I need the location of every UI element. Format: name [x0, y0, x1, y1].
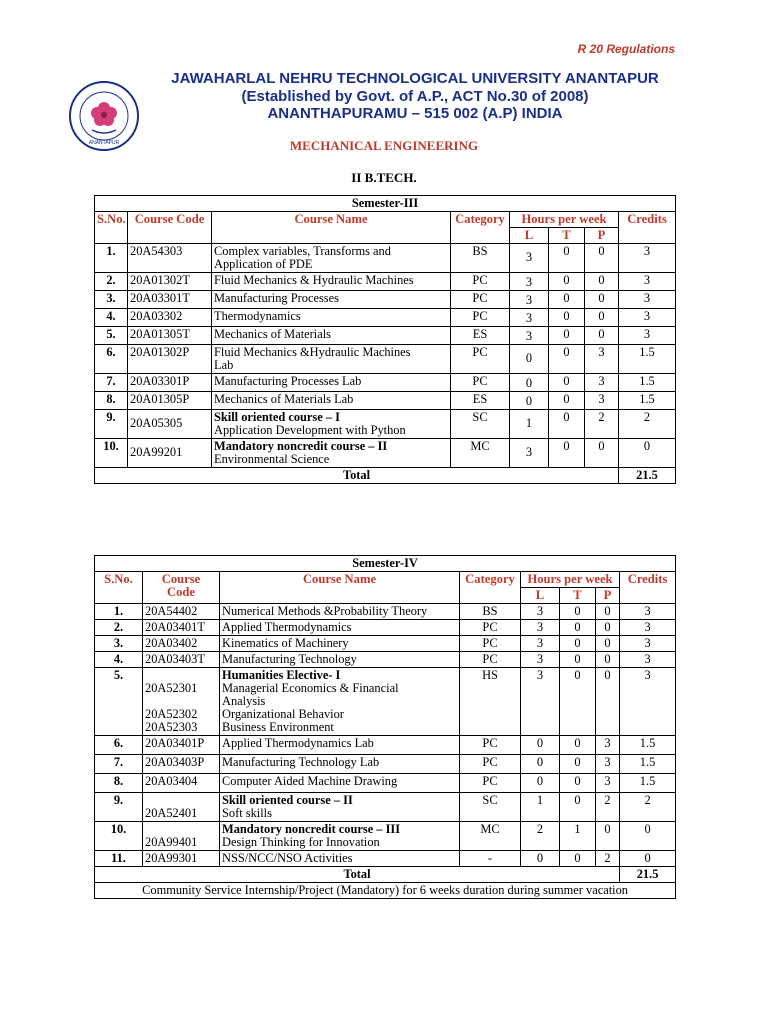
row-hours-l-value: 3: [525, 311, 533, 325]
row-hours-l: 0: [521, 774, 560, 793]
row-sno: 4.: [95, 309, 128, 327]
row-hours-p: 2: [596, 793, 620, 822]
row-course-code: [128, 244, 212, 273]
row-hours-p: 3: [596, 755, 620, 774]
row-course-name: [220, 652, 460, 668]
row-course-name: [212, 244, 451, 273]
col-p: P: [585, 228, 619, 244]
row-credits: 2: [619, 410, 676, 439]
elective-code: 20A52302: [145, 707, 198, 721]
row-course-name-line: Thermodynamics: [214, 309, 301, 323]
row-course-name-line: Soft skills: [222, 806, 272, 820]
row-hours-l-value: 3: [525, 445, 533, 459]
row-course-name-line: Manufacturing Technology Lab: [222, 755, 380, 769]
row-course-name: [220, 604, 460, 620]
row-course-code: [143, 774, 220, 793]
row-course-name: [212, 392, 451, 410]
row-course-name: [220, 668, 460, 736]
row-course-name-line: Fluid Mechanics &Hydraulic Machines: [214, 345, 411, 359]
university-establishment: (Established by Govt. of A.P., ACT No.30 of 2008): [241, 87, 589, 105]
row-hours-t: 0: [549, 439, 585, 468]
row-course-name-line: Design Thinking for Innovation: [222, 835, 380, 849]
row-course-code: [143, 636, 220, 652]
row-course-name-line: Manufacturing Technology: [222, 652, 357, 666]
row-credits: 1.5: [620, 736, 676, 755]
row-course-name: [212, 410, 451, 439]
semester-4-table: [94, 555, 676, 899]
university-heading: [140, 70, 690, 123]
row-category: PC: [460, 755, 521, 774]
row-hours-t: 0: [560, 755, 596, 774]
row-sno: 10.: [95, 822, 143, 851]
row-hours-l: 2: [521, 822, 560, 851]
row-course-code: [143, 851, 220, 867]
row-hours-p: 0: [585, 291, 619, 309]
row-course-name-line: Applied Thermodynamics Lab: [222, 736, 374, 750]
table-row: [95, 374, 676, 392]
row-credits: 1.5: [619, 374, 676, 392]
table-row: [95, 636, 676, 652]
row-category: ES: [451, 392, 510, 410]
row-course-code: [143, 736, 220, 755]
row-course-name: [212, 439, 451, 468]
elective-code: 20A52303: [145, 720, 198, 734]
row-sno: 7.: [95, 755, 143, 774]
program-title: II B.TECH.: [351, 170, 417, 185]
row-category: PC: [451, 291, 510, 309]
table-row: [95, 410, 676, 439]
semester-4-note-row: [95, 883, 676, 899]
row-course-name-line: Environmental Science: [214, 452, 330, 466]
row-sno: 5.: [95, 668, 143, 736]
row-credits: 3: [620, 636, 676, 652]
row-course-name-line: Application of PDE: [214, 257, 313, 271]
row-course-name: [220, 636, 460, 652]
row-course-name-line: Lab: [214, 358, 234, 372]
table-row: [95, 793, 676, 822]
row-hours-l: 3: [521, 652, 560, 668]
row-hours-l: 0: [521, 736, 560, 755]
table-row: [95, 327, 676, 345]
department-title: MECHANICAL ENGINEERING: [289, 138, 479, 153]
row-hours-t: 0: [549, 410, 585, 439]
row-hours-l: [510, 327, 549, 345]
row-course-name: [220, 755, 460, 774]
row-course-code-text: 20A03302: [130, 309, 183, 323]
row-course-group-title: Skill oriented course – II: [222, 793, 353, 807]
university-address: ANANTHAPURAMU – 515 002 (A.P) INDIA: [267, 105, 563, 122]
row-course-code-text: 20A01302P: [130, 345, 190, 359]
table-row: [95, 309, 676, 327]
row-category: PC: [451, 273, 510, 291]
row-category: BS: [451, 244, 510, 273]
table-row: [95, 668, 676, 736]
row-course-code-text: 20A01302T: [130, 273, 190, 287]
row-course-code-text: 20A03403P: [145, 755, 205, 769]
row-course-code: [143, 620, 220, 636]
row-hours-p: 0: [585, 273, 619, 291]
semester-3-table: [94, 195, 676, 484]
row-course-name-line: Complex variables, Transforms and: [214, 244, 391, 258]
row-course-name-line: Manufacturing Processes Lab: [214, 374, 362, 388]
row-hours-l: 3: [521, 620, 560, 636]
row-course-name: [220, 822, 460, 851]
row-hours-l: 0: [521, 755, 560, 774]
row-hours-t: 0: [560, 851, 596, 867]
row-course-name-line: Fluid Mechanics & Hydraulic Machines: [214, 273, 414, 287]
row-category: SC: [460, 793, 521, 822]
col-credits: Credits: [619, 212, 676, 244]
row-category: PC: [460, 736, 521, 755]
table-row: [95, 652, 676, 668]
row-course-name: [212, 374, 451, 392]
semester-3-total-credits: 21.5: [619, 468, 676, 484]
table-row: [95, 774, 676, 793]
table-row: [95, 392, 676, 410]
row-credits: 3: [620, 652, 676, 668]
row-course-name: [220, 851, 460, 867]
row-credits: 3: [619, 309, 676, 327]
row-hours-p: 0: [596, 620, 620, 636]
row-hours-l: 3: [521, 604, 560, 620]
row-hours-l: [510, 439, 549, 468]
row-course-name: [212, 273, 451, 291]
table-row: [95, 273, 676, 291]
row-hours-t: 0: [549, 327, 585, 345]
row-hours-t: 0: [549, 309, 585, 327]
row-hours-t: 0: [549, 374, 585, 392]
row-course-code: [128, 439, 212, 468]
row-category: -: [460, 851, 521, 867]
row-hours-p: 0: [596, 822, 620, 851]
row-course-code-text: 20A03301P: [130, 374, 190, 388]
semester-4-rows: [95, 604, 676, 867]
row-category: PC: [460, 774, 521, 793]
table-row: [95, 620, 676, 636]
row-hours-t: 0: [560, 652, 596, 668]
row-course-name: [220, 793, 460, 822]
row-course-group-title: Skill oriented course – I: [214, 410, 340, 424]
col-course-name: Course Name: [220, 572, 460, 604]
row-hours-t: 0: [549, 273, 585, 291]
row-hours-t: 0: [560, 774, 596, 793]
row-hours-l: [510, 374, 549, 392]
row-course-name: [212, 291, 451, 309]
row-sno: 8.: [95, 774, 143, 793]
row-sno: 7.: [95, 374, 128, 392]
row-course-group-title: Mandatory noncredit course – III: [222, 822, 401, 836]
row-hours-t: 0: [549, 291, 585, 309]
row-course-code-text: 20A03403T: [145, 652, 205, 666]
row-sno: 2.: [95, 620, 143, 636]
row-credits: 3: [620, 668, 676, 736]
row-hours-p: 0: [596, 604, 620, 620]
row-category: MC: [460, 822, 521, 851]
row-course-code-text: 20A03401P: [145, 736, 205, 750]
row-sno: 9.: [95, 410, 128, 439]
row-hours-l: [510, 244, 549, 273]
row-hours-l-value: 1: [525, 416, 533, 430]
row-course-code: [143, 604, 220, 620]
row-hours-l: 1: [521, 793, 560, 822]
row-course-name-line: Numerical Methods &Probability Theory: [222, 604, 428, 618]
col-l: L: [521, 588, 560, 604]
row-course-name: [212, 345, 451, 374]
row-credits: 3: [619, 273, 676, 291]
row-hours-p: 0: [596, 636, 620, 652]
row-sno: 3.: [95, 291, 128, 309]
col-sno: S.No.: [95, 212, 128, 244]
table-row: [95, 345, 676, 374]
col-course-code: Course Code: [128, 212, 212, 244]
row-hours-t: 0: [560, 736, 596, 755]
row-hours-p: 3: [596, 736, 620, 755]
row-hours-t: 0: [560, 668, 596, 736]
svg-text:ANANTAPUR: ANANTAPUR: [88, 140, 120, 146]
row-hours-p: 3: [585, 374, 619, 392]
row-credits: 1.5: [620, 774, 676, 793]
row-course-code-text: 20A54402: [145, 604, 198, 618]
col-l: L: [510, 228, 549, 244]
row-category: PC: [451, 374, 510, 392]
row-credits: 1.5: [619, 392, 676, 410]
row-credits: 0: [619, 439, 676, 468]
row-hours-p: 0: [585, 327, 619, 345]
row-hours-l-value: 0: [525, 394, 533, 408]
semester-4-total-credits: 21.5: [620, 867, 676, 883]
col-course-code-line-1: Course: [161, 572, 201, 586]
row-course-name-line: Mechanics of Materials Lab: [214, 392, 354, 406]
row-hours-l: 3: [521, 636, 560, 652]
elective-name-line: Organizational Behavior: [222, 707, 344, 721]
row-course-name-line: Applied Thermodynamics: [222, 620, 352, 634]
row-sno: 3.: [95, 636, 143, 652]
col-course-code-line-2: Code: [167, 585, 195, 599]
row-course-code-text: 20A54303: [130, 244, 183, 258]
row-sno: 6.: [95, 736, 143, 755]
semester-3-total-label: Total: [95, 468, 619, 484]
row-category: SC: [451, 410, 510, 439]
col-course-code: [143, 572, 220, 604]
row-course-name-line: Mechanics of Materials: [214, 327, 331, 341]
row-hours-l: [510, 309, 549, 327]
elective-name-line: Managerial Economics & Financial: [222, 681, 399, 695]
col-course-name: Course Name: [212, 212, 451, 244]
row-category: PC: [460, 636, 521, 652]
regulation-label: R 20 Regulations: [577, 42, 675, 56]
row-sno: 4.: [95, 652, 143, 668]
semester-3-title: Semester-III: [95, 196, 676, 212]
row-hours-t: 0: [560, 793, 596, 822]
semester-3-rows: [95, 244, 676, 468]
row-hours-t: 0: [560, 636, 596, 652]
row-hours-l: [510, 291, 549, 309]
row-course-name: [220, 620, 460, 636]
row-hours-t: 0: [549, 345, 585, 374]
internship-note: Community Service Internship/Project (Mandatory) for 6 weeks duration during summer vacation: [95, 883, 676, 899]
row-hours-l-value: 0: [525, 351, 533, 365]
row-course-name-line: Computer Aided Machine Drawing: [222, 774, 398, 788]
elective-code: 20A52301: [145, 681, 198, 695]
col-t: T: [560, 588, 596, 604]
row-course-name: [220, 774, 460, 793]
row-hours-p: 2: [596, 851, 620, 867]
row-sno: 11.: [95, 851, 143, 867]
row-course-name: [220, 736, 460, 755]
row-category: PC: [460, 652, 521, 668]
row-category: BS: [460, 604, 521, 620]
row-hours-l: [510, 345, 549, 374]
row-course-code: [128, 309, 212, 327]
row-course-code: [143, 652, 220, 668]
row-course-code-text: 20A01305T: [130, 327, 190, 341]
table-row: [95, 822, 676, 851]
row-sno: 1.: [95, 604, 143, 620]
row-hours-l-value: 0: [525, 376, 533, 390]
row-category: PC: [460, 620, 521, 636]
row-course-code-text: 20A01305P: [130, 392, 190, 406]
row-course-name-line: Manufacturing Processes: [214, 291, 339, 305]
row-hours-t: 0: [560, 604, 596, 620]
row-course-code: [128, 392, 212, 410]
semester-4-title: Semester-IV: [95, 556, 676, 572]
row-category: PC: [451, 345, 510, 374]
row-course-code-text: 20A05305: [130, 416, 183, 430]
row-hours-p: 3: [585, 345, 619, 374]
row-hours-l-value: 3: [525, 250, 533, 264]
row-hours-p: 0: [596, 668, 620, 736]
row-sno: 6.: [95, 345, 128, 374]
table-row: [95, 755, 676, 774]
row-hours-l: 0: [521, 851, 560, 867]
row-credits: 0: [620, 822, 676, 851]
row-course-code: [128, 345, 212, 374]
row-sno: 1.: [95, 244, 128, 273]
row-sno: 8.: [95, 392, 128, 410]
row-course-code-text: 20A99301: [145, 851, 198, 865]
row-category: HS: [460, 668, 521, 736]
row-course-name-line: Application Development with Python: [214, 423, 406, 437]
row-course-code: [128, 374, 212, 392]
row-hours-p: 2: [585, 410, 619, 439]
row-category: ES: [451, 327, 510, 345]
col-hours-per-week: Hours per week: [521, 572, 620, 588]
row-credits: 3: [619, 244, 676, 273]
row-course-code: [143, 668, 220, 736]
row-hours-p: 3: [585, 392, 619, 410]
row-hours-t: 0: [549, 244, 585, 273]
row-course-code: [143, 793, 220, 822]
row-course-name-line: Kinematics of Machinery: [222, 636, 349, 650]
row-sno: 5.: [95, 327, 128, 345]
row-hours-t: 0: [560, 620, 596, 636]
table-row: [95, 736, 676, 755]
row-course-code: [143, 755, 220, 774]
row-hours-l-value: 3: [525, 275, 533, 289]
row-hours-l: [510, 392, 549, 410]
row-sno: 9.: [95, 793, 143, 822]
row-hours-l-value: 3: [525, 293, 533, 307]
row-course-code-text: 20A99401: [145, 835, 198, 849]
col-hours-per-week: Hours per week: [510, 212, 619, 228]
row-course-code: [143, 822, 220, 851]
row-hours-l: [510, 410, 549, 439]
semester-3-total-row: [95, 468, 676, 484]
row-credits: 3: [620, 620, 676, 636]
col-t: T: [549, 228, 585, 244]
row-hours-p: 0: [585, 244, 619, 273]
row-credits: 2: [620, 793, 676, 822]
row-course-code-text: 20A03404: [145, 774, 198, 788]
row-course-name: [212, 327, 451, 345]
table-row: [95, 851, 676, 867]
row-credits: 3: [619, 291, 676, 309]
col-credits: Credits: [620, 572, 676, 604]
row-category: PC: [451, 309, 510, 327]
row-hours-p: 3: [596, 774, 620, 793]
row-course-code-text: 20A03401T: [145, 620, 205, 634]
row-credits: 3: [620, 604, 676, 620]
row-course-code-text: 20A99201: [130, 445, 183, 459]
row-hours-l: [510, 273, 549, 291]
row-course-code: [128, 327, 212, 345]
semester-4-total-row: [95, 867, 676, 883]
row-course-code-text: 20A03402: [145, 636, 198, 650]
row-sno: 2.: [95, 273, 128, 291]
row-hours-p: 0: [596, 652, 620, 668]
row-sno: 10.: [95, 439, 128, 468]
row-course-name-line: NSS/NCC/NSO Activities: [222, 851, 353, 865]
row-course-code: [128, 410, 212, 439]
university-name: JAWAHARLAL NEHRU TECHNOLOGICAL UNIVERSITY ANANTAPUR: [171, 70, 659, 87]
row-course-group-title: Mandatory noncredit course – II: [214, 439, 388, 453]
row-credits: 1.5: [620, 755, 676, 774]
row-course-code-text: 20A52401: [145, 806, 198, 820]
elective-name-line: Business Environment: [222, 720, 334, 734]
row-credits: 1.5: [619, 345, 676, 374]
elective-name-line: Analysis: [222, 694, 266, 708]
table-row: [95, 244, 676, 273]
semester-4-total-label: Total: [95, 867, 620, 883]
row-course-code: [128, 291, 212, 309]
col-p: P: [596, 588, 620, 604]
col-sno: S.No.: [95, 572, 143, 604]
row-course-code-text: 20A03301T: [130, 291, 190, 305]
row-credits: 3: [619, 327, 676, 345]
row-course-group-title: Humanities Elective- I: [222, 668, 341, 682]
row-course-name: [212, 309, 451, 327]
row-hours-l-value: 3: [525, 329, 533, 343]
row-hours-t: 1: [560, 822, 596, 851]
row-hours-l: 3: [521, 668, 560, 736]
col-category: Category: [460, 572, 521, 604]
table-row: [95, 291, 676, 309]
row-credits: 0: [620, 851, 676, 867]
row-hours-p: 0: [585, 309, 619, 327]
col-category: Category: [451, 212, 510, 244]
table-row: [95, 604, 676, 620]
row-hours-p: 0: [585, 439, 619, 468]
row-course-code: [128, 273, 212, 291]
table-row: [95, 439, 676, 468]
row-hours-t: 0: [549, 392, 585, 410]
row-category: MC: [451, 439, 510, 468]
